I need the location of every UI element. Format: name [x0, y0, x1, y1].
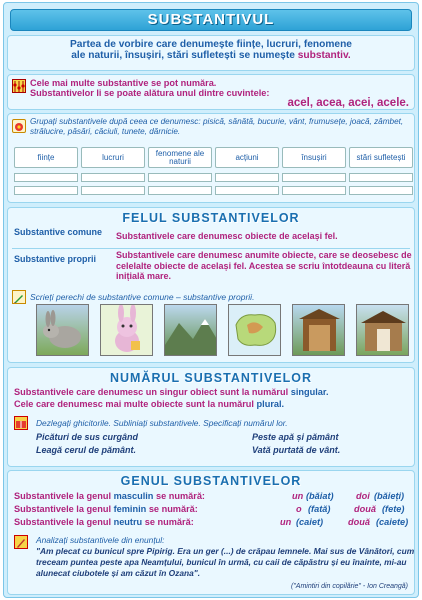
gender-row-text: se numără: [144, 517, 194, 527]
gender-row-text: Substantivele la genul [14, 504, 112, 514]
answer-blank[interactable] [14, 173, 78, 182]
kinds-exercise: Scrieți perechi de substantive comune – substantive proprii. [30, 292, 255, 302]
definition-text-2: ale naturii, însușiri, stări sufletești se numește [71, 50, 295, 61]
answer-blank[interactable] [215, 173, 279, 182]
riddle-2-line-2: Vată purtată de vânt. [252, 445, 341, 455]
definition-keyword: substantiv. [297, 50, 351, 61]
definition-text-1: Partea de vorbire care denumește ființe, lucruri, fenomene [70, 39, 352, 50]
singular-label: singular. [290, 387, 329, 397]
riddle-instruction: Dezlegați ghicitorile. Subliniați substantivele. Specificați numărul lor. [36, 418, 288, 428]
riddle-2-line-1: Peste apă și pământ [252, 432, 339, 442]
answer-blank[interactable] [81, 173, 145, 182]
riddle-1-line-2: Leagă cerul de pământ. [36, 445, 137, 455]
gender-band [7, 470, 415, 595]
quote-source: ("Amintiri din copilărie" - Ion Creangă) [290, 583, 408, 590]
column-header: însușiri [282, 147, 346, 168]
example-one: (caiet) [296, 517, 324, 527]
book-icon [14, 416, 28, 430]
answer-blank[interactable] [349, 173, 413, 182]
gender-feminine: feminin [113, 504, 147, 514]
article-two: două [348, 517, 370, 527]
number-line-2: Cele care denumesc mai multe obiecte sunt la numărul [14, 399, 254, 409]
answer-blank[interactable] [148, 173, 212, 182]
example-one: (fată) [308, 504, 331, 514]
quote-text: "Am plecat cu bunicul spre Pipirig. Era un ger (...) de crăpau lemnele. Mai sus de Vânători, cum treceam puntea peste apa Neamțului, bunicul în urmă, cu caii de căpăstru și eu înainte, mi-au alunecat ciubotele și am căzut în Ozana". [36, 546, 415, 578]
example-two: (băieți) [374, 491, 405, 501]
poster [3, 2, 419, 598]
answer-blank[interactable] [282, 186, 346, 195]
gender-row-text: Substantivele la genul [14, 517, 112, 527]
riddle-1-line-1: Picături de sus curgând [36, 432, 139, 442]
proper-text: Substantivele care denumesc anumite obiecte, care se deosebesc de celelalte obiecte de același fel. Acestea se scriu întotdeauna cu literă inițială mare. [116, 250, 412, 281]
definition-band [7, 35, 415, 71]
number-heading: NUMĂRUL SUBSTANTIVELOR [109, 371, 313, 385]
counting-words: acel, acea, acei, acele. [287, 97, 409, 109]
common-text: Substantivele care denumesc obiecte de același fel. [116, 231, 338, 241]
counting-band [7, 74, 415, 110]
rabbit-photo [36, 304, 89, 356]
column-header: lucruri [81, 147, 145, 168]
gender-row-text: se numără: [148, 504, 198, 514]
kinds-band [7, 207, 415, 363]
kinds-heading: FELUL SUBSTANTIVELOR [122, 211, 300, 225]
analysis-instruction: Analizați substantivele din enunțul: [36, 535, 165, 545]
column-header: fenomene ale naturii [148, 147, 212, 168]
article-one: o [296, 504, 302, 514]
counting-line-2: Substantivelor li se poate alătura unul dintre cuvintele: [30, 88, 270, 98]
answer-blank[interactable] [215, 186, 279, 195]
page-title: SUBSTANTIVUL [10, 9, 412, 31]
gender-row-text: se numără: [155, 491, 205, 501]
cartoon-rabbit-image [100, 304, 153, 356]
answer-blank[interactable] [282, 173, 346, 182]
mountains-photo [164, 304, 217, 356]
grouping-band [7, 113, 415, 203]
grouping-instruction: Grupați substantivele după ceea ce denumesc: pisică, sănătă, bucurie, vânt, frumusețe, joacă, zâmbet, strălucire, păsări, căciuli, tunete, dărnicie. [30, 117, 404, 136]
example-one: (băiat) [306, 491, 334, 501]
article-two: două [354, 504, 376, 514]
romania-map [228, 304, 281, 356]
common-label: Substantive comune [14, 227, 103, 237]
column-header: acțiuni [215, 147, 279, 168]
answer-blank[interactable] [14, 186, 78, 195]
writing-icon [14, 535, 28, 549]
example-two: (caiete) [376, 517, 409, 527]
answer-blank[interactable] [349, 186, 413, 195]
gender-heading: GENUL SUBSTANTIVELOR [120, 474, 302, 488]
answer-blank[interactable] [81, 186, 145, 195]
wooden-gate-photo [356, 304, 409, 356]
pencil-icon [12, 290, 26, 304]
column-header: stări sufletești [349, 147, 413, 168]
gender-masculine: masculin [113, 491, 154, 501]
column-header: ființe [14, 147, 78, 168]
gate-photo [292, 304, 345, 356]
gender-row-text: Substantivele la genul [14, 491, 112, 501]
article-one: un [292, 491, 304, 501]
image-row [36, 304, 416, 360]
plural-label: plural. [256, 399, 285, 409]
proper-label: Substantive proprii [14, 254, 97, 264]
gender-neuter: neutru [113, 517, 143, 527]
number-band [7, 367, 415, 467]
answer-blank[interactable] [148, 186, 212, 195]
abacus-icon [12, 79, 26, 93]
flower-icon [12, 119, 26, 133]
article-two: doi [356, 491, 370, 501]
counting-line-1: Cele mai multe substantive se pot număra. [30, 78, 217, 88]
article-one: un [280, 517, 292, 527]
number-line-1: Substantivele care denumesc un singur obiect sunt la numărul [14, 387, 289, 397]
example-two: (fete) [382, 504, 405, 514]
